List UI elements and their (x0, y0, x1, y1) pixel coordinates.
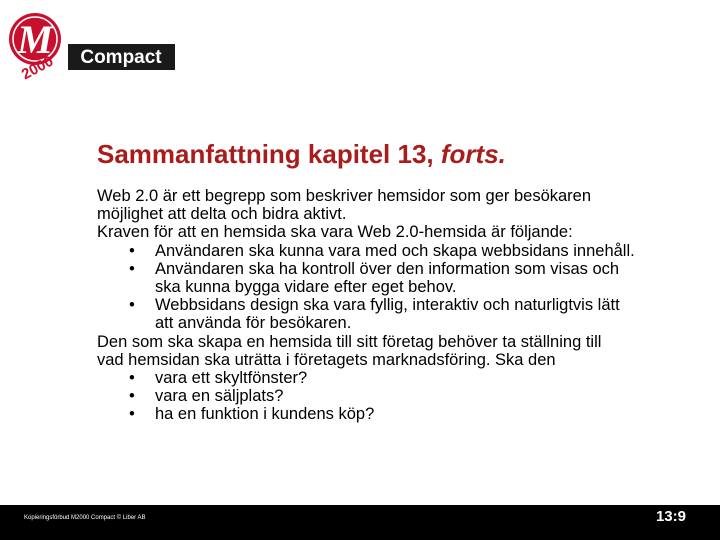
company-line-2: vad hemsidan ska uträtta i företagets marknadsföring. Ska den (97, 350, 556, 369)
page-title (97, 139, 506, 170)
question-item (97, 387, 697, 405)
bullet-glyph: • (129, 387, 135, 406)
title-emphasis: forts. (440, 139, 506, 169)
summary-text (97, 187, 697, 424)
question-text: ha en funktion i kundens köp? (155, 405, 375, 424)
requirement-line: ska kunna bygga vidare efter eget behov. (155, 278, 457, 297)
intro-line-2: möjlighet att delta och bidra aktivt. (97, 205, 347, 224)
bullet-glyph: • (129, 259, 135, 278)
bullet-glyph: • (129, 405, 135, 424)
requirement-line: att använda för besökaren. (155, 314, 352, 333)
page-number: 13:9 (655, 508, 686, 525)
bullet-glyph: • (129, 369, 135, 388)
requirement-item (97, 242, 697, 260)
requirement-item (97, 260, 697, 296)
requirement-line: Användaren ska kunna vara med och skapa webbsidans innehåll. (155, 241, 635, 260)
company-line-1: Den som ska skapa en hemsida till sitt företag behöver ta ställning till (97, 332, 602, 351)
logo-brand-mark: M (17, 17, 53, 62)
logo (8, 6, 178, 88)
requirement-item (97, 296, 697, 332)
question-item (97, 369, 697, 387)
copyright-notice: Kopieringsförbud M2000 Compact © Liber AB (24, 515, 146, 521)
paragraph-intro (97, 187, 697, 223)
requirement-line: Användaren ska ha kontroll över den information som visas och (155, 259, 620, 278)
paragraph-requirements: Kraven för att en hemsida ska vara Web 2.0-hemsida är följande: (97, 223, 573, 242)
requirement-line: Webbsidans design ska vara fyllig, interaktiv och naturligtvis lätt (155, 296, 620, 315)
title-main: Sammanfattning kapitel 13, (97, 139, 434, 169)
question-text: vara ett skyltfönster? (155, 369, 308, 388)
intro-line-1: Web 2.0 är ett begrepp som beskriver hemsidor som ger besökaren (97, 187, 592, 205)
question-item (97, 405, 697, 423)
footer-bar (0, 505, 720, 540)
logo-year: 2000 (18, 52, 57, 84)
paragraph-company (97, 333, 697, 369)
bullet-glyph: • (129, 241, 135, 260)
question-text: vara en säljplats? (155, 387, 284, 406)
bullet-glyph: • (129, 296, 135, 315)
logo-product: Compact (80, 47, 162, 68)
